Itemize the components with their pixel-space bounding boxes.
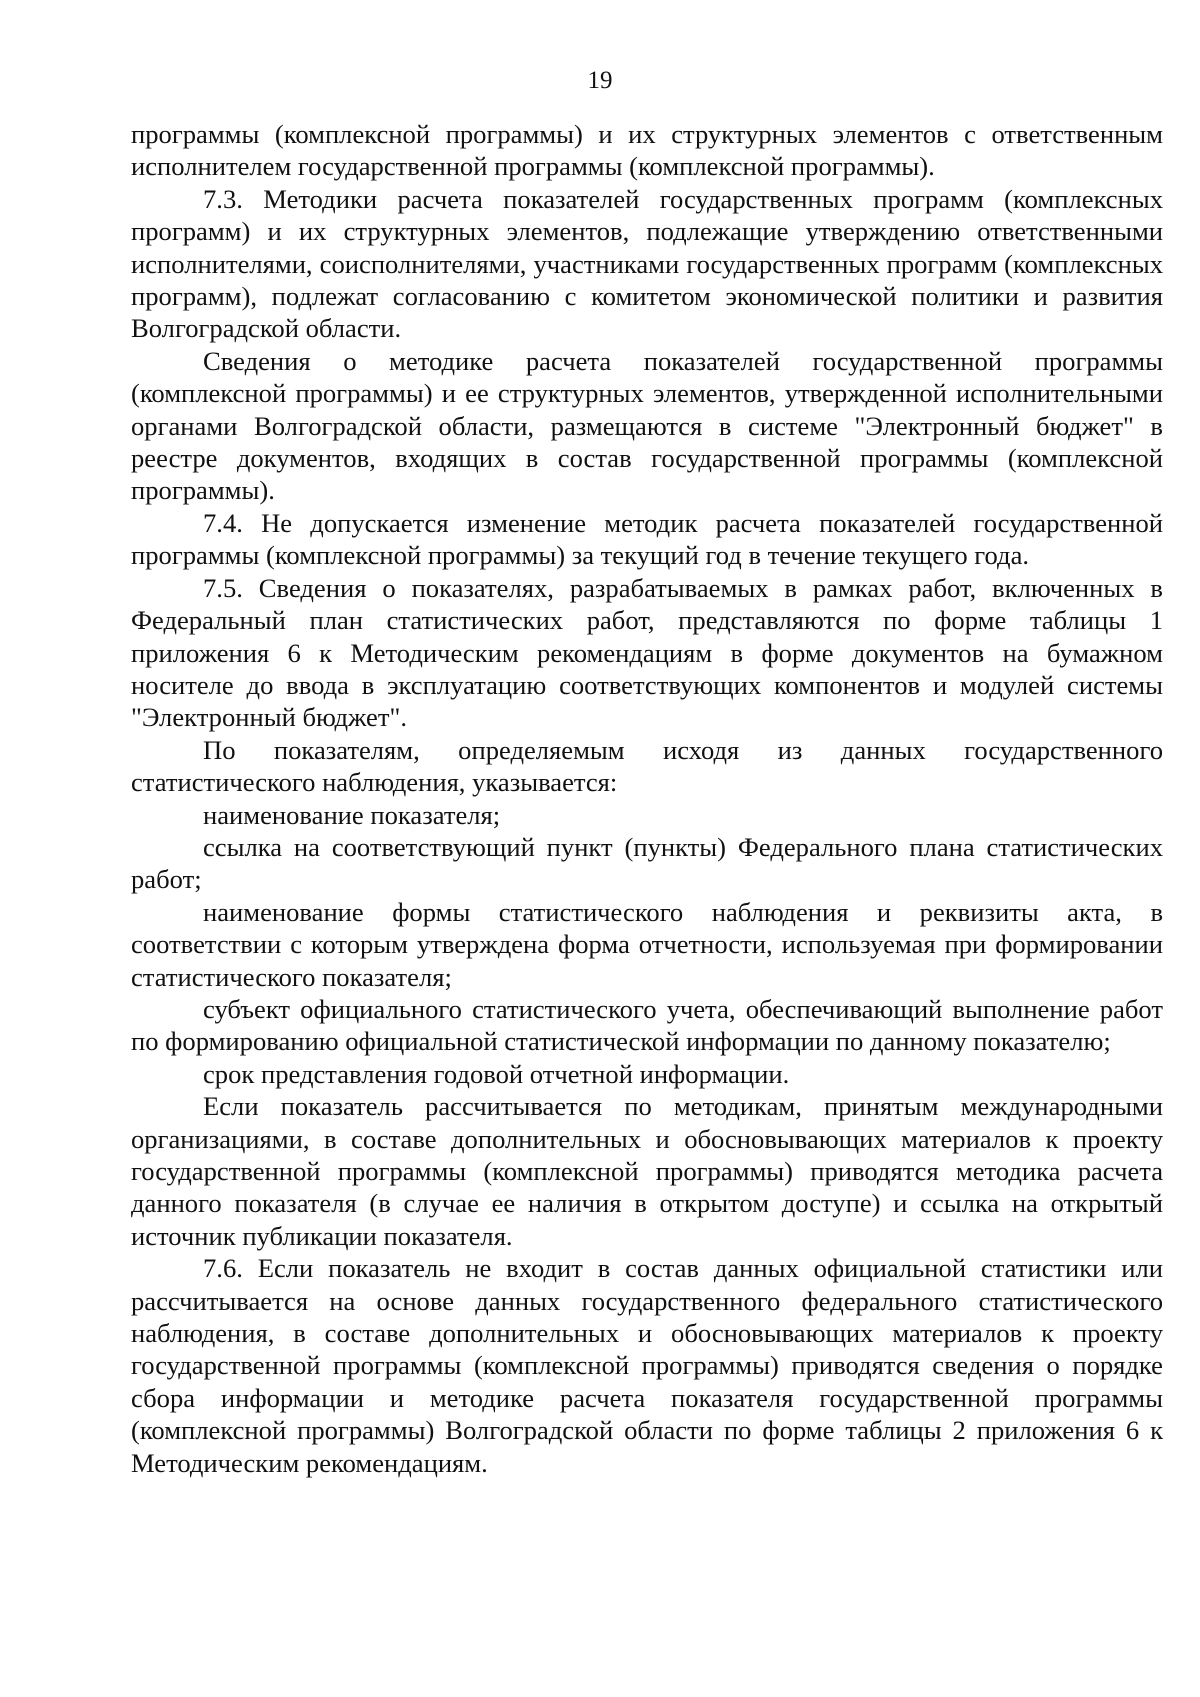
page-number: 19 — [587, 67, 613, 94]
list-item-plan-reference: ссылка на соответствующий пункт (пункты) Федерального плана статистических работ; — [131, 831, 1163, 895]
paragraph-7-6: 7.6. Если показатель не входит в состав данных официальной статистики или рассчитывается на основе данных государственного федерального статистического наблюдения, в составе дополнительных и обосновывающих материалов к проекту государственной программы (комплексной программы) приводятся сведения о порядке сбора информации и методике расчета показателя государственной программы (комплексной программы) Волгоградской области по форме таблицы 2 приложения 6 к Методическим рекомендациям. — [131, 1253, 1163, 1478]
paragraph-7-5: 7.5. Сведения о показателях, разрабатываемых в рамках работ, включенных в Федеральный план статистических работ, представляются по форме таблицы 1 приложения 6 к Методическим рекомендациям в форме документов на бумажном носителе до ввода в эксплуатацию соответствующих компонентов и модулей системы "Электронный бюджет". — [131, 572, 1163, 733]
paragraph-methodology-info: Сведения о методике расчета показателей государственной программы (комплексной программы) и ее структурных элементов, утвержденной исполнительными органами Волгоградской области, размещаются в системе "Электронный бюджет" в реестре документов, входящих в состав государственной программы (комплексной программы). — [131, 345, 1163, 506]
paragraph-7-3: 7.3. Методики расчета показателей государственных программ (комплексных программ) и их структурных элементов, подлежащие утверждению ответственными исполнителями, соисполнителями, участниками государственных программ (комплексных программ), подлежат согласованию с комитетом экономической политики и развития Волгоградской области. — [131, 183, 1163, 344]
list-item-report-deadline: срок представления годовой отчетной информации. — [203, 1058, 790, 1089]
paragraph-indicators-intro: По показателям, определяемым исходя из данных государственного статистического наблюдения, указывается: — [131, 734, 1163, 798]
document-body — [131, 118, 1163, 1479]
list-item-indicator-name: наименование показателя; — [203, 799, 501, 830]
list-item-statistics-subject: субъект официального статистического учета, обеспечивающий выполнение работ по формированию официальной статистической информации по данному показателю; — [131, 993, 1163, 1057]
paragraph-international-methods: Если показатель рассчитывается по методикам, принятым международными организациями, в составе дополнительных и обосновывающих материалов к проекту государственной программы (комплексной программы) приводятся методика расчета данного показателя (в случае ее наличия в открытом доступе) и ссылка на открытый источник публикации показателя. — [131, 1091, 1163, 1251]
list-item-form-name: наименование формы статистического наблюдения и реквизиты акта, в соответствии с которым утверждена форма отчетности, используемая при формировании статистического показателя; — [131, 896, 1163, 992]
paragraph-7-4: 7.4. Не допускается изменение методик расчета показателей государственной программы (комплексной программы) за текущий год в течение текущего года. — [131, 507, 1163, 571]
paragraph-continuation: программы (комплексной программы) и их структурных элементов с ответственным исполнителем государственной программы (комплексной программы). — [131, 119, 1163, 182]
